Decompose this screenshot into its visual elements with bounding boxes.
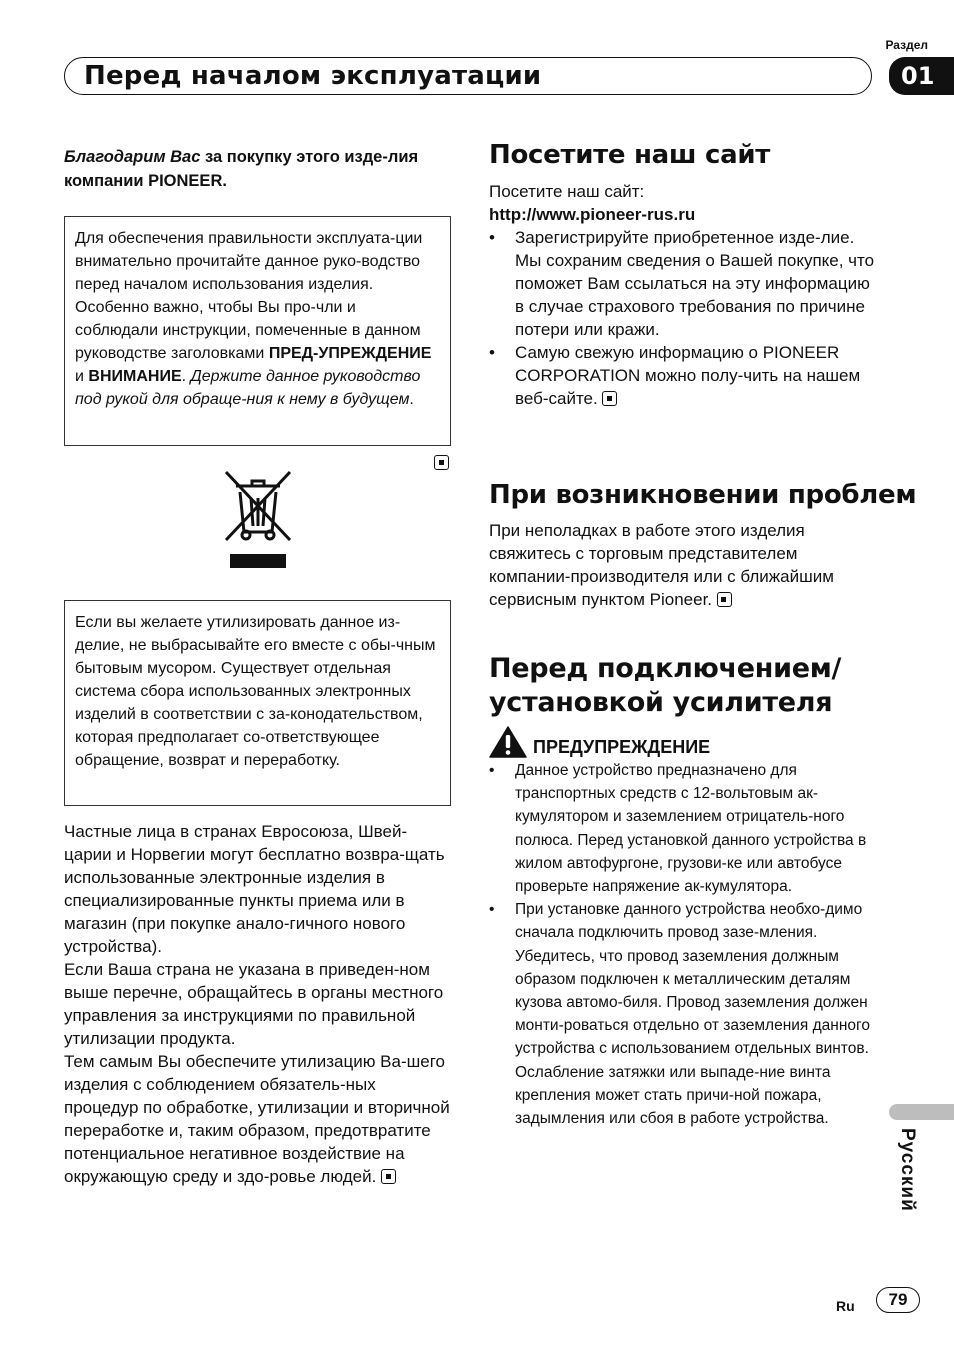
warning-list — [489, 759, 881, 1130]
disposal-info — [64, 820, 454, 1188]
language-code: Ru — [836, 1298, 855, 1314]
language-label: Русский — [897, 1128, 918, 1212]
heading-line: Перед подключением/ — [489, 653, 842, 684]
paragraph — [64, 1050, 454, 1188]
list-item — [489, 341, 879, 410]
paragraph: Если Ваша страна не указана в приведен-ном выше перечне, обращайтесь в органы местного управления за инструкциями по правильной утилизации продукта. — [64, 960, 444, 1048]
problems-paragraph — [489, 519, 879, 611]
end-mark-icon — [381, 1169, 396, 1184]
notice-italic: Держите данное руководство под рукой для обраще-ния к нему в будущем — [75, 368, 421, 408]
list-item-text: Самую свежую информацию о PIONEER CORPORATION можно полу-чить на нашем веб-сайте. — [515, 343, 861, 408]
list-item: • Данное устройство предназначено для транспортных средств с 12-вольтовым ак-кумулятором и заземлением отрицатель-ного полюса. Перед установкой данного устройства в жилом автофургоне, грузови-ке или автобусе проверьте напряжение ак-кумулятора. — [489, 759, 881, 898]
paragraph: Частные лица в странах Евросоюза, Швей-царии и Норвегии могут бесплатно возвра-щать использованные электронные изделия в специализированные пункты приема или в магазин (при покупке анало-гичного нового устройства). — [64, 822, 445, 956]
visit-section — [489, 180, 879, 410]
problems-text: При неполадках в работе этого изделия свяжитесь с торговым представителем компании-производителя или с ближайшим сервисным пунктом Pioneer. — [489, 521, 834, 609]
section-heading-visit: Посетите наш сайт — [489, 140, 771, 170]
warning-header — [489, 726, 710, 758]
end-mark-icon — [602, 391, 617, 406]
visit-intro: Посетите наш сайт: — [489, 182, 645, 201]
notice-box — [64, 216, 451, 446]
section-number-badge: 01 — [889, 57, 954, 95]
website-link[interactable]: http://www.pioneer-rus.ru — [489, 205, 696, 224]
notice-bold-caution: ВНИМАНИЕ — [88, 368, 182, 385]
section-heading-before-install — [489, 652, 889, 720]
notice-end: . — [409, 391, 414, 408]
intro-rest: за покупку этого изде-лия компании PIONEER. — [64, 148, 419, 190]
disposal-box: Если вы желаете утилизировать данное из-делие, не выбрасывайте его вместе с обы-чным бытовым мусором. Существует отдельная система сбора использованных электронных изделий в соответствии с за-конодательством, которая предполагает со-ответствующее обращение, возврат и переработку. — [64, 600, 451, 806]
section-heading-problems: При возникновении проблем — [489, 480, 917, 510]
section-label: Раздел — [885, 38, 928, 52]
notice-dot: . — [181, 368, 191, 385]
heading-line: установкой усилителя — [489, 687, 833, 718]
list-item: • При установке данного устройства необхо-димо сначала подключить провод зазе-мления. Убедитесь, что провод заземления должным образом подключен к металлическим деталям кузова автомо-биля. Провод заземления должен монти-роваться отдельно от заземления данного устройства с использованием отдельных винтов. Ослабление затяжки или выпаде-ние винта крепления может стать причи-ной пожара, задымления или сбоя в работе устройства. — [489, 898, 881, 1130]
warning-label: ПРЕДУПРЕЖДЕНИЕ — [533, 737, 711, 757]
intro-emphasis: Благодарим Вас — [64, 148, 201, 166]
paragraph-text: Тем самым Вы обеспечите утилизацию Ва-шего изделия с соблюдением обязатель-ных процедур по обработке, утилизации и вторичной переработке и, таким образом, предотвратите потенциальное негативное воздействие на окружающую среду и здо-ровье людей. — [64, 1052, 450, 1186]
page-number: 79 — [876, 1287, 920, 1313]
end-mark-icon — [717, 592, 732, 607]
page-title: Перед началом эксплуатации — [84, 61, 542, 91]
warning-triangle-icon — [489, 726, 527, 758]
weee-crossed-bin-icon — [222, 468, 294, 570]
end-mark-icon — [434, 455, 449, 470]
notice-and: и — [75, 368, 89, 385]
notice-bold-warning: ПРЕД-УПРЕЖДЕНИЕ — [268, 345, 432, 362]
intro-text — [64, 145, 444, 193]
notice-text: Для обеспечения правильности эксплуата-ции внимательно прочитайте данное руко-водство перед началом использования изделия. Особенно важно, чтобы Вы про-чли и соблюдали инструкции, помеченные в данном руководстве заголовками — [75, 230, 423, 362]
list-item: • Зарегистрируйте приобретенное изде-лие. Мы сохраним сведения о Вашей покупке, что поможет Вам ссылаться на эту информацию в случае страхового требования по причине потери или кражи. — [489, 226, 879, 341]
language-tab — [889, 1104, 954, 1120]
